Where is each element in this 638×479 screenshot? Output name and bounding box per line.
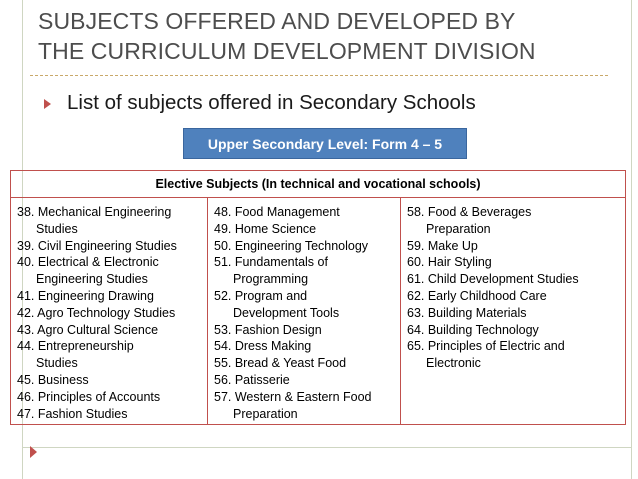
- elective-subjects-table: [10, 170, 626, 425]
- subject-label: 44. Entrepreneurship: [17, 339, 134, 354]
- subject-label: 57. Western & Eastern Food: [214, 389, 372, 404]
- subject-item: [407, 322, 625, 339]
- subject-label-continued: Studies: [36, 356, 78, 371]
- subject-label: 65. Principles of Electric and: [407, 339, 565, 354]
- subject-item: [407, 238, 625, 255]
- subject-label: 62. Early Childhood Care: [407, 288, 547, 303]
- subject-label: 38. Mechanical Engineering: [17, 205, 172, 219]
- subject-item: [214, 254, 400, 288]
- subject-label: 53. Fashion Design: [214, 322, 322, 337]
- subject-item: [214, 238, 400, 255]
- subject-label: 61. Child Development Studies: [407, 272, 579, 287]
- triangle-bullet-icon: [44, 99, 51, 109]
- subject-label-continued: Programming: [233, 272, 309, 287]
- slide-title-line-2: THE CURRICULUM DEVELOPMENT DIVISION: [38, 38, 536, 64]
- subject-label: 48. Food Management: [214, 205, 340, 219]
- subject-label: 39. Civil Engineering Studies: [17, 238, 177, 253]
- subject-label: 52. Program and: [214, 288, 308, 303]
- subject-item: [214, 389, 400, 423]
- subject-label-continued: Development Tools: [233, 305, 340, 320]
- subject-label: 58. Food & Beverages: [407, 205, 532, 219]
- subject-label: 60. Hair Styling: [407, 255, 492, 270]
- subject-label: 41. Engineering Drawing: [17, 288, 154, 303]
- subject-label: 50. Engineering Technology: [214, 238, 369, 253]
- subject-item: [214, 221, 400, 238]
- title-divider: [30, 75, 608, 76]
- subject-item: [17, 288, 207, 305]
- subject-item: [214, 355, 400, 372]
- subject-label: 54. Dress Making: [214, 339, 312, 354]
- bullet-text: List of subjects offered in Secondary Schools: [67, 91, 476, 114]
- subject-item: [17, 372, 207, 389]
- subject-label: 47. Fashion Studies: [17, 406, 128, 421]
- slide-title: [38, 6, 618, 66]
- subject-item: [407, 254, 625, 271]
- subject-item: [17, 305, 207, 322]
- slide-title-line-1: SUBJECTS OFFERED AND DEVELOPED BY: [38, 8, 516, 34]
- bullet-item: [44, 88, 476, 118]
- subject-label-continued: Electronic: [426, 356, 481, 371]
- subjects-column-3: [401, 198, 625, 425]
- subject-item: [17, 204, 207, 238]
- subject-label: 63. Building Materials: [407, 305, 527, 320]
- subject-label-continued: Preparation: [233, 406, 298, 421]
- subject-item: [407, 288, 625, 305]
- table-columns: [11, 198, 625, 425]
- subject-label: 51. Fundamentals of: [214, 255, 328, 270]
- subject-item: [407, 204, 625, 238]
- triangle-marker-icon: [30, 446, 37, 458]
- subject-label: 49. Home Science: [214, 221, 317, 236]
- subject-item: [17, 322, 207, 339]
- subjects-column-2: [208, 198, 401, 425]
- subject-item: [407, 271, 625, 288]
- subject-item: [17, 406, 207, 423]
- subject-item: [407, 338, 625, 372]
- subject-label-continued: Studies: [36, 221, 78, 236]
- slide-frame-bottom: [22, 447, 632, 448]
- subject-label-continued: Preparation: [426, 221, 491, 236]
- subject-label: 56. Patisserie: [214, 372, 290, 387]
- subject-item: [214, 338, 400, 355]
- subject-item: [214, 288, 400, 322]
- subject-label: 43. Agro Cultural Science: [17, 322, 159, 337]
- subjects-column-1: [11, 198, 208, 425]
- subject-item: [214, 372, 400, 389]
- subject-item: [17, 254, 207, 288]
- subject-item: [17, 238, 207, 255]
- subject-label: 42. Agro Technology Studies: [17, 305, 176, 320]
- level-banner: Upper Secondary Level: Form 4 – 5: [183, 128, 467, 159]
- subject-label: 64. Building Technology: [407, 322, 539, 337]
- subject-item: [17, 389, 207, 406]
- subject-label: 55. Bread & Yeast Food: [214, 356, 347, 371]
- subject-label: 45. Business: [17, 372, 89, 387]
- subject-item: [214, 322, 400, 339]
- subject-item: [214, 204, 400, 221]
- subject-label: 59. Make Up: [407, 238, 478, 253]
- table-header: Elective Subjects (In technical and vocational schools): [11, 171, 625, 198]
- subject-label: 40. Electrical & Electronic: [17, 255, 159, 270]
- subject-label: 46. Principles of Accounts: [17, 389, 161, 404]
- subject-item: [17, 338, 207, 372]
- subject-label-continued: Engineering Studies: [36, 272, 148, 287]
- slide-frame-right: [631, 0, 632, 479]
- subject-item: [407, 305, 625, 322]
